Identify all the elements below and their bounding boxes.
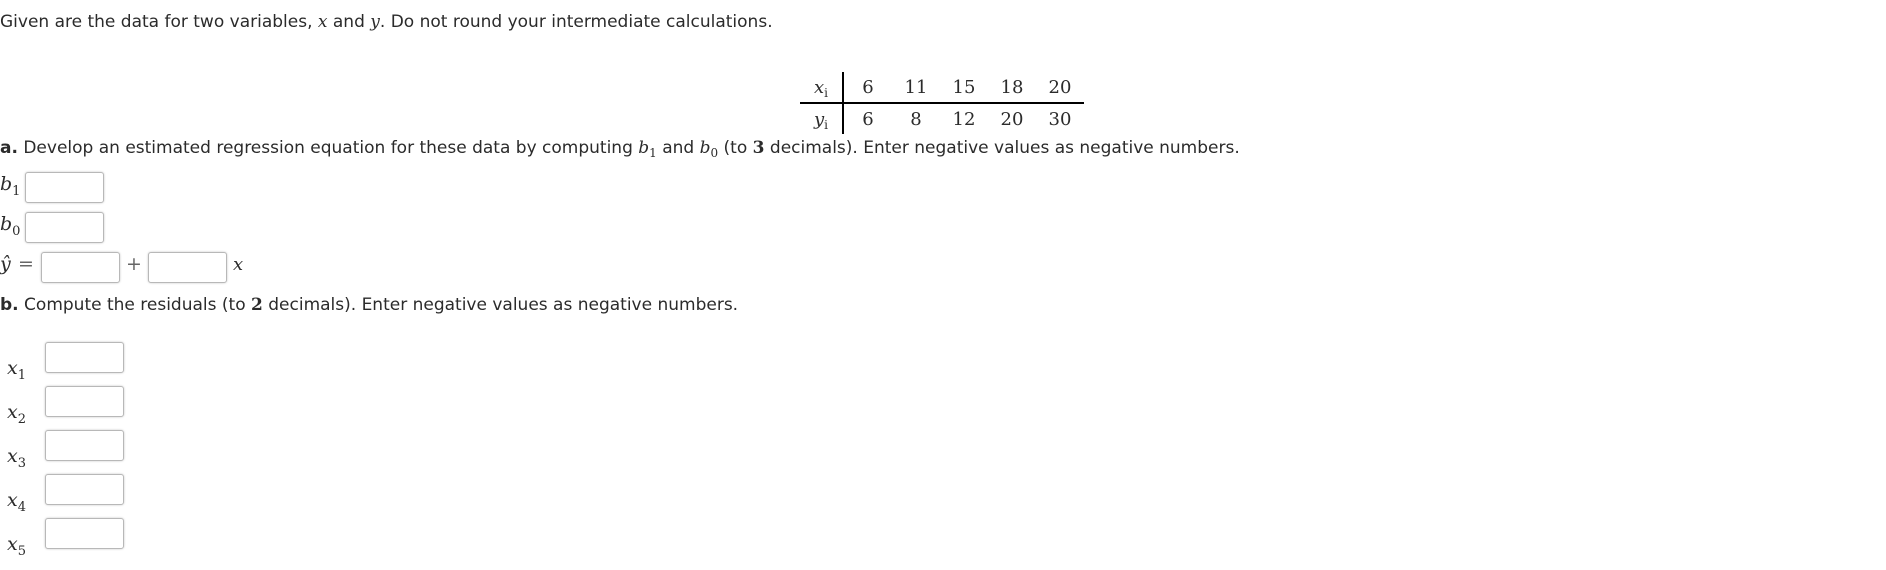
table-cell: 11 bbox=[892, 72, 940, 103]
residual-label-x5: $x_5$ bbox=[7, 533, 26, 559]
data-table bbox=[800, 72, 1084, 134]
table-row-x bbox=[800, 72, 1084, 103]
intro-text-end: . Do not round your intermediate calculations. bbox=[379, 12, 773, 32]
b0-symbol: $b_0$ bbox=[699, 138, 719, 160]
residual-label-x3: $x_3$ bbox=[7, 445, 26, 471]
residual-input-x5[interactable] bbox=[45, 518, 124, 549]
part-b-question: b. Compute the residuals (to 2 decimals). Enter negative values as negative numbers. bbox=[0, 295, 739, 315]
residual-label-x4: $x_4$ bbox=[7, 489, 26, 515]
residual-input-x1[interactable] bbox=[45, 342, 124, 373]
yhat-symbol: ŷ bbox=[0, 253, 11, 275]
part-b-letter: b. bbox=[0, 295, 19, 315]
slope-input[interactable] bbox=[148, 252, 227, 283]
table-cell: 20 bbox=[1000, 108, 1024, 130]
b1-input[interactable] bbox=[25, 172, 104, 203]
residual-input-x3[interactable] bbox=[45, 430, 124, 461]
table-cell: 6 bbox=[862, 108, 874, 130]
part-a-question: a. Develop an estimated regression equation for these data by computing $b_1$ and $b_0$ (to 3 decimals). Enter negative values as negative numbers. bbox=[0, 138, 1240, 160]
intro-and: and bbox=[327, 12, 371, 32]
intro-text bbox=[0, 12, 773, 32]
plus-sign: + bbox=[126, 253, 142, 275]
residual-input-x4[interactable] bbox=[45, 474, 124, 505]
part-a-decimals: 3 bbox=[752, 138, 765, 158]
table-cell: 20 bbox=[1036, 72, 1084, 103]
table-cell: 6 bbox=[843, 72, 892, 103]
equals-sign: = bbox=[18, 253, 34, 275]
table-cell: 18 bbox=[988, 72, 1036, 103]
intro-text-start: Given are the data for two variables, bbox=[0, 12, 318, 32]
part-b-decimals: 2 bbox=[251, 295, 263, 315]
table-row-y bbox=[800, 103, 1084, 134]
residual-label-x1: $x_1$ bbox=[7, 357, 26, 383]
intercept-input[interactable] bbox=[41, 252, 120, 283]
b0-label: $b_0$ bbox=[0, 213, 21, 239]
b1-label: $b_1$ bbox=[0, 173, 21, 199]
b0-input[interactable] bbox=[25, 212, 104, 243]
x-variable: x bbox=[233, 254, 244, 275]
table-header-x: $x_i$ bbox=[800, 72, 843, 103]
b1-symbol: $b_1$ bbox=[638, 138, 657, 160]
var-y: y bbox=[370, 12, 380, 32]
table-cell: 30 bbox=[1048, 108, 1072, 130]
residual-label-x2: $x_2$ bbox=[7, 401, 26, 427]
table-cell: 15 bbox=[940, 72, 988, 103]
table-cell: 8 bbox=[910, 108, 922, 130]
table-cell: 12 bbox=[952, 108, 976, 130]
residual-input-x2[interactable] bbox=[45, 386, 124, 417]
var-x: x bbox=[317, 12, 328, 32]
part-a-letter: a. bbox=[0, 138, 18, 158]
table-header-y: $y_i$ bbox=[800, 103, 843, 134]
